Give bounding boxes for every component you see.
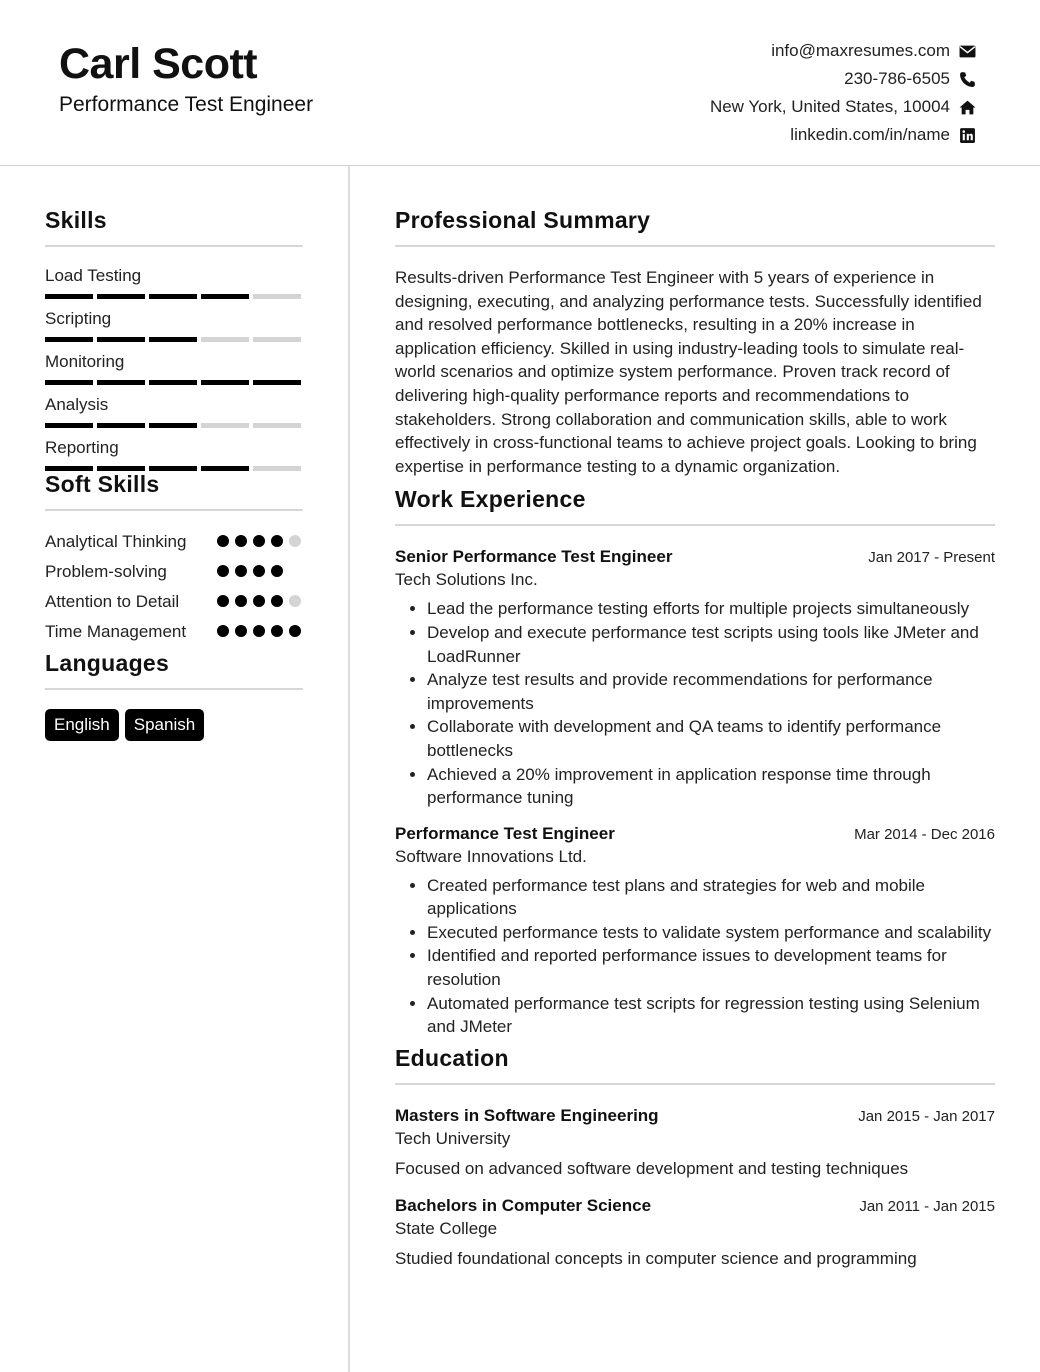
home-icon bbox=[958, 98, 976, 116]
skill-level-segment bbox=[201, 423, 249, 428]
soft-skills-list bbox=[45, 530, 303, 644]
job-title: Senior Performance Test Engineer bbox=[395, 547, 673, 567]
soft-skill-label: Analytical Thinking bbox=[45, 532, 187, 551]
education-entry bbox=[395, 1194, 995, 1270]
skill-level-bar bbox=[45, 337, 301, 342]
rating-dot bbox=[289, 595, 301, 607]
skill-level-segment bbox=[201, 380, 249, 385]
skill-label: Reporting bbox=[45, 438, 119, 457]
skill-level-segment bbox=[149, 423, 197, 428]
job-bullet: • Identified and reported performance issues to development teams for resolution bbox=[427, 944, 995, 991]
rating-dot bbox=[235, 565, 247, 577]
job-dates: Mar 2014 - Dec 2016 bbox=[854, 825, 995, 843]
column-divider bbox=[348, 166, 350, 1372]
soft-skill-rating bbox=[217, 620, 303, 644]
rating-dot bbox=[217, 535, 229, 547]
skill-level-bar bbox=[45, 423, 301, 428]
job-dates: Jan 2017 - Present bbox=[868, 549, 995, 567]
rating-dot bbox=[253, 595, 265, 607]
languages-list bbox=[45, 709, 303, 741]
contact-phone[interactable] bbox=[710, 65, 976, 93]
skill-level-segment bbox=[253, 380, 301, 385]
language-badge: English bbox=[45, 709, 119, 741]
soft-skill-item bbox=[45, 590, 303, 614]
job-bullet: • Analyze test results and provide recommendations for performance improvements bbox=[427, 668, 995, 715]
skill-level-segment bbox=[253, 294, 301, 299]
main-content bbox=[395, 205, 995, 1284]
work-heading: Work Experience bbox=[395, 484, 995, 526]
soft-skills-heading: Soft Skills bbox=[45, 469, 303, 511]
soft-skill-rating bbox=[217, 590, 303, 614]
education-header bbox=[395, 1104, 995, 1127]
skill-level-segment bbox=[45, 380, 93, 385]
candidate-name: Carl Scott bbox=[59, 40, 258, 88]
skill-level-segment bbox=[201, 466, 249, 471]
education-header bbox=[395, 1194, 995, 1217]
sidebar bbox=[45, 205, 303, 741]
rating-dot bbox=[271, 535, 283, 547]
contact-email[interactable] bbox=[710, 37, 976, 65]
skill-label: Load Testing bbox=[45, 266, 142, 285]
linkedin-icon bbox=[958, 126, 976, 144]
job-company: Tech Solutions Inc. bbox=[395, 570, 538, 590]
education-degree: Bachelors in Computer Science bbox=[395, 1195, 652, 1215]
rating-dot bbox=[271, 565, 283, 577]
skill-item bbox=[45, 352, 303, 395]
skill-item bbox=[45, 395, 303, 438]
education-school: Tech University bbox=[395, 1128, 511, 1148]
rating-dot bbox=[235, 625, 247, 637]
education-school: State College bbox=[395, 1218, 498, 1238]
skill-level-segment bbox=[149, 380, 197, 385]
rating-dot bbox=[253, 625, 265, 637]
skill-level-segment bbox=[149, 337, 197, 342]
education-degree: Masters in Software Engineering bbox=[395, 1105, 659, 1125]
skill-level-bar bbox=[45, 294, 301, 299]
education-dates: Jan 2015 - Jan 2017 bbox=[858, 1107, 995, 1125]
job-title: Performance Test Engineer bbox=[395, 823, 615, 843]
rating-dot bbox=[217, 565, 229, 577]
job-bullet: • Lead the performance testing efforts for multiple projects simultaneously bbox=[427, 597, 995, 621]
job-bullet: • Develop and execute performance test scripts using tools like JMeter and LoadRunner bbox=[427, 621, 995, 668]
soft-skill-rating bbox=[217, 560, 303, 584]
contact-location bbox=[710, 93, 976, 121]
skill-level-segment bbox=[45, 294, 93, 299]
skill-label: Scripting bbox=[45, 309, 112, 328]
envelope-icon bbox=[958, 42, 976, 60]
skill-level-segment bbox=[97, 294, 145, 299]
job-entry bbox=[395, 545, 995, 809]
skill-label: Monitoring bbox=[45, 352, 125, 371]
rating-dot bbox=[217, 625, 229, 637]
skill-level-segment bbox=[97, 337, 145, 342]
soft-skill-label: Problem-solving bbox=[45, 562, 167, 581]
education-dates: Jan 2011 - Jan 2015 bbox=[859, 1197, 995, 1215]
education-entry bbox=[395, 1104, 995, 1180]
rating-dot bbox=[271, 625, 283, 637]
education-description: Studied foundational concepts in computer science and programming bbox=[395, 1248, 917, 1268]
rating-dot bbox=[253, 535, 265, 547]
job-bullet: • Automated performance test scripts for regression testing using Selenium and JMeter bbox=[427, 992, 995, 1039]
rating-dot bbox=[217, 595, 229, 607]
contact-linkedin-text[interactable]: linkedin.com/in/name bbox=[790, 125, 950, 144]
job-header bbox=[395, 822, 995, 845]
skill-level-segment bbox=[97, 423, 145, 428]
job-bullet: • Executed performance tests to validate system performance and scalability bbox=[427, 921, 995, 945]
skill-item bbox=[45, 266, 303, 309]
rating-dot bbox=[253, 565, 265, 577]
contact-list bbox=[710, 37, 976, 149]
soft-skill-label: Time Management bbox=[45, 622, 187, 641]
job-header bbox=[395, 545, 995, 568]
skills-list bbox=[45, 266, 303, 481]
skill-level-segment bbox=[253, 466, 301, 471]
education-description: Focused on advanced software development and testing techniques bbox=[395, 1158, 909, 1178]
job-bullet: • Achieved a 20% improvement in application response time through performance tuning bbox=[427, 763, 995, 810]
job-company: Software Innovations Ltd. bbox=[395, 846, 587, 866]
job-bullet: • Collaborate with development and QA teams to identify performance bottlenecks bbox=[427, 715, 995, 762]
skill-level-segment bbox=[253, 337, 301, 342]
rating-dot bbox=[235, 535, 247, 547]
skills-heading: Skills bbox=[45, 205, 303, 247]
skill-label: Analysis bbox=[45, 395, 109, 414]
rating-dot bbox=[289, 535, 301, 547]
skill-level-segment bbox=[45, 423, 93, 428]
contact-phone-text[interactable]: 230-786-6505 bbox=[844, 69, 950, 88]
languages-heading: Languages bbox=[45, 648, 303, 690]
work-list bbox=[395, 545, 995, 1039]
skill-level-segment bbox=[253, 423, 301, 428]
contact-location-text: New York, United States, 10004 bbox=[709, 97, 950, 116]
soft-skill-item bbox=[45, 530, 303, 554]
candidate-role: Performance Test Engineer bbox=[59, 93, 314, 116]
soft-skill-item bbox=[45, 560, 303, 584]
skill-level-bar bbox=[45, 380, 301, 385]
summary-text: Results-driven Performance Test Engineer with 5 years of experience in designing, executing, and analyzing performance tests. Successfully identified and resolved performance bottlenecks, resulting in a 20% increase in application efficiency. Skilled in using industry-leading tools to simulate real-world scenarios and optimize system performance. Proven track record of delivering high-quality performance reports and recommendations to stakeholders. Strong collaboration and communication skills, able to work effectively in cross-functional teams to achieve project goals. Looking to bring expertise in performance testing to a dynamic organization. bbox=[395, 268, 982, 476]
resume-header bbox=[0, 0, 1040, 166]
skill-level-segment bbox=[201, 337, 249, 342]
soft-skill-item bbox=[45, 620, 303, 644]
rating-dot bbox=[235, 595, 247, 607]
education-heading: Education bbox=[395, 1043, 995, 1085]
skill-level-segment bbox=[201, 294, 249, 299]
job-bullets bbox=[395, 597, 995, 809]
phone-icon bbox=[958, 70, 976, 88]
skill-item bbox=[45, 309, 303, 352]
soft-skill-label: Attention to Detail bbox=[45, 592, 180, 611]
skill-level-segment bbox=[97, 380, 145, 385]
job-entry bbox=[395, 822, 995, 1039]
contact-linkedin[interactable] bbox=[710, 121, 976, 149]
job-bullets bbox=[395, 874, 995, 1039]
summary-heading: Professional Summary bbox=[395, 205, 995, 247]
job-bullet: • Created performance test plans and strategies for web and mobile applications bbox=[427, 874, 995, 921]
education-list bbox=[395, 1104, 995, 1270]
rating-dot bbox=[271, 595, 283, 607]
skill-level-segment bbox=[45, 337, 93, 342]
soft-skill-rating bbox=[217, 530, 303, 554]
rating-dot bbox=[289, 625, 301, 637]
skill-level-segment bbox=[149, 294, 197, 299]
language-badge: Spanish bbox=[125, 709, 204, 741]
contact-email-text[interactable]: info@maxresumes.com bbox=[771, 41, 950, 60]
